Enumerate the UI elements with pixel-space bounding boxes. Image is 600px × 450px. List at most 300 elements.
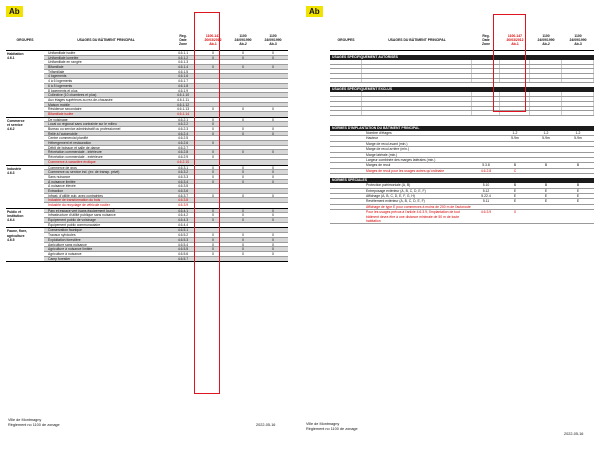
usage-ref: 4.6.3.4	[177, 179, 189, 184]
zone-value-3: B	[576, 163, 580, 168]
zone-mark-2	[228, 93, 258, 97]
zone-mark-1: X	[211, 155, 215, 159]
usage-name: Collective (10 chambres et plus)	[48, 93, 97, 97]
usage-ref: 4.6.4.3	[177, 218, 189, 222]
zone-value-3	[562, 205, 594, 209]
usage-ref: 4.6.2.8	[177, 150, 189, 155]
usage-name: Maison mobile	[48, 102, 70, 107]
col-reg: Reg. Date Zone	[481, 33, 491, 47]
zone-mark-3: X	[271, 131, 275, 136]
group-label: Habitation 4.6.1	[7, 52, 24, 61]
zone-mark-1: X	[211, 237, 215, 242]
zone-value-1	[500, 205, 530, 209]
zone-value-2: 1-2	[543, 130, 549, 135]
usage-name: 4 à 6 logements	[48, 79, 73, 83]
blank-cell	[530, 111, 562, 115]
zone-mark-2	[228, 112, 258, 117]
zone-value-3	[562, 210, 594, 223]
usage-name: Bureau ou service administratif ou professionnel	[48, 127, 121, 131]
zone-mark-3: X	[271, 208, 275, 213]
zone-value-1: E	[513, 193, 517, 198]
usage-ref: 4.6.4.2	[177, 213, 189, 218]
zone-value-1: E	[513, 199, 517, 204]
col-reg: Reg. Date Zone	[178, 33, 188, 47]
zone-mark-2: X	[241, 213, 245, 218]
zone-mark-2	[228, 203, 258, 208]
blank-cell	[530, 107, 562, 111]
zone-value-2	[530, 169, 562, 173]
usage-ref: 4.6.2.10	[176, 159, 190, 164]
usage-ref: 4.6.5.7	[177, 256, 189, 261]
norm-name: Revêtement extérieur (A, B, C, D, E, F)	[366, 199, 425, 204]
blank-cell	[562, 107, 594, 111]
norm-name: Marge de recul arrière (min.)	[366, 147, 409, 152]
usage-grid-left	[6, 30, 288, 262]
usage-name: Unifamiliale isolée	[48, 51, 76, 55]
implantation-rows	[330, 131, 594, 174]
zone-mark-3	[258, 93, 288, 97]
zone-value-2: E	[544, 188, 548, 193]
zone-value-3: 5-9m	[574, 136, 582, 141]
col-zone-1: 1100-147 20/03/2012 Ab-1	[204, 33, 222, 47]
norm-ref: 5.22.4	[481, 193, 491, 198]
usage-ref: 4.6.4.4	[177, 222, 189, 227]
blank-cell	[530, 102, 562, 106]
zone-mark-2	[228, 60, 258, 64]
zone-mark-1: X	[211, 107, 215, 111]
zone-mark-3	[258, 89, 288, 93]
grid-header-right	[330, 30, 594, 51]
zone-mark-2: X	[241, 150, 245, 155]
zone-mark-3: X	[271, 51, 275, 55]
usage-group	[6, 166, 288, 209]
zone-mark-3: X	[271, 251, 275, 256]
zone-mark-3	[258, 122, 288, 126]
blank-cell	[362, 92, 472, 96]
usage-ref: 4.6.3.9	[177, 203, 189, 207]
zone-mark-2: X	[241, 55, 245, 60]
usage-ref: 4.6.1.3	[177, 60, 189, 65]
zone-mark-3	[258, 60, 288, 64]
blank-cell	[362, 60, 472, 64]
usage-name: Unifamiliale en rangée	[48, 60, 82, 65]
blank-cell	[362, 74, 472, 78]
zone-mark-2	[228, 184, 258, 188]
blank-cell	[530, 92, 562, 96]
zone-value-2	[530, 158, 562, 162]
usage-ref: 4.6.5.6	[177, 251, 189, 256]
zone-mark-2: X	[241, 193, 245, 198]
footer-reg: Règlement no 1100 de zonage	[306, 427, 358, 431]
zone-value-2	[530, 210, 562, 223]
norm-ref: 5.3.8	[482, 163, 490, 168]
norm-name: Pour les usages prévus à l'article 4.6.3.9, l'implantation de tout bâtiment devra être à une distance minimale de 50 m de toute habitation	[366, 210, 460, 223]
norm-ref	[472, 136, 500, 140]
usage-ref: 4.6.2.2	[177, 122, 189, 126]
usage-name: 4 logements	[48, 74, 67, 79]
col-usages: USAGES DU BÂTIMENT PRINCIPAL	[388, 37, 446, 42]
usage-name: Bifamiliale	[48, 65, 64, 69]
blank-cell	[562, 74, 594, 78]
section-authorized: USAGES SPÉCIFIQUEMENT AUTORISÉS	[330, 55, 594, 60]
zone-mark-2	[228, 79, 258, 83]
usage-ref: 4.6.3.3	[177, 174, 189, 179]
norm-name: Marge de recul avant (min.)	[366, 141, 408, 146]
footer-right	[306, 422, 358, 432]
zone-mark-3	[258, 70, 288, 74]
usage-row	[44, 112, 288, 117]
zone-mark-1: X	[211, 179, 215, 184]
norm-ref: 5.12	[482, 188, 490, 193]
usage-name: 6 à 8 logements	[48, 83, 73, 88]
usage-name: Parc et espace vert (sans équipement lourd)	[48, 208, 115, 213]
usage-ref: 4.6.1.10	[176, 93, 190, 97]
usage-ref: 4.6.1.7	[177, 79, 189, 83]
zone-mark-1: X	[211, 65, 215, 69]
zone-mark-3: X	[271, 218, 275, 222]
usage-name: Équipement public communautaire	[48, 222, 101, 227]
zone-value-3: 1-2	[575, 130, 581, 135]
usage-ref: 4.6.1.14	[176, 111, 190, 116]
blank-cell	[362, 65, 472, 69]
blank-cell	[562, 102, 594, 106]
zone-value-3: E	[576, 188, 580, 193]
usage-ref: 4.6.1.1	[177, 51, 189, 55]
usage-name: Résidence secondaire	[48, 107, 82, 111]
zone-value-3	[562, 147, 594, 151]
zone-mark-2: X	[241, 131, 245, 136]
col-groupes: GROUPES	[337, 37, 355, 42]
norm-name: Marges de recul pour les usages autres qu'ordinaire	[366, 168, 445, 173]
usage-name: 8 logements et plus	[48, 88, 78, 93]
blank-row	[330, 111, 594, 116]
excluded-rows	[330, 92, 594, 115]
zone-mark-3	[258, 189, 288, 193]
zone-mark-2: X	[241, 233, 245, 237]
zone-mark-1: X	[211, 218, 215, 222]
zone-value-1: E	[513, 188, 517, 193]
blank-cell	[562, 92, 594, 96]
blank-cell	[330, 97, 362, 101]
blank-cell	[362, 79, 472, 83]
zone-mark-3	[258, 160, 288, 165]
zone-mark-2	[228, 74, 258, 78]
usage-name: Infrastructure d'utilité publique sans nuisance	[48, 213, 116, 218]
zone-mark-1: X	[211, 131, 215, 136]
usage-ref: 4.6.1.9	[177, 88, 189, 93]
footer-date-left: 2022-05-16	[256, 423, 276, 427]
norm-name: Marge latérale (min.)	[366, 152, 398, 157]
usage-row	[44, 203, 288, 208]
zone-value-1: 1-2	[512, 130, 518, 135]
usage-grid-right	[330, 30, 594, 224]
zone-mark-2	[228, 98, 258, 102]
usage-ref: 4.6.1.13	[176, 107, 190, 111]
blank-cell	[362, 69, 472, 73]
section-excluded: USAGES SPÉCIFIQUEMENT EXCLUS	[330, 87, 594, 92]
blank-cell	[530, 69, 562, 73]
zone-mark-2: X	[241, 165, 245, 170]
zone-value-1: C	[513, 168, 517, 173]
zone-mark-2: X	[241, 51, 245, 55]
zone-mark-2	[228, 122, 258, 126]
zone-mark-1: X	[211, 247, 215, 251]
usage-name: Commerce à caractère érotique	[48, 159, 96, 164]
norm-name: Largeur combinée des marges latérales (min.)	[366, 157, 436, 162]
blank-cell	[562, 97, 594, 101]
usage-name: Conservation faunique	[48, 228, 82, 233]
usage-ref: 4.6.3.7	[177, 193, 189, 198]
zone-mark-2: X	[241, 170, 245, 174]
usage-name: Industrie de transformation du bois	[48, 198, 101, 202]
zone-mark-2: X	[241, 65, 245, 69]
zone-mark-2: X	[241, 251, 245, 256]
zone-mark-3: X	[271, 65, 275, 69]
usage-name: À nuisance élevée	[48, 184, 76, 188]
col-zone-2: 1100 24/09/1990 Ab-2	[234, 33, 252, 47]
zone-value-1: B	[513, 163, 517, 168]
zone-mark-2	[228, 141, 258, 145]
usage-name: Relié à l'automobile	[48, 131, 78, 136]
zone-value-3	[562, 169, 594, 173]
zone-mark-2	[228, 155, 258, 159]
zone-mark-1: X	[211, 141, 215, 145]
norm-ref	[472, 158, 500, 162]
highlight-box-left	[194, 12, 220, 394]
usage-name: Travaux sylvicoles	[48, 233, 76, 237]
norm-ref	[472, 153, 500, 157]
zone-value-3	[562, 142, 594, 146]
norm-ref: 4.6.2.8	[480, 168, 492, 173]
usage-name: Aux étages supérieurs au rez-de-chaussée	[48, 97, 113, 102]
zone-value-2	[530, 147, 562, 151]
blank-cell	[330, 102, 362, 106]
zone-mark-3	[258, 198, 288, 202]
usage-ref: 4.6.2.3	[177, 127, 189, 131]
zone-value-1: 5-9m	[511, 136, 519, 141]
usage-ref: 4.6.1.8	[177, 83, 189, 88]
usage-ref: 4.6.2.9	[177, 155, 189, 159]
zone-mark-3: X	[271, 174, 275, 179]
blank-cell	[330, 79, 362, 83]
zone-mark-2	[228, 257, 258, 262]
zone-tag-right: Ab	[306, 6, 323, 17]
zone-mark-1: X	[211, 127, 215, 131]
zone-mark-1: X	[211, 213, 215, 218]
col-zone-3: 1100 24/09/1990 Ab-3	[569, 33, 587, 47]
blank-cell	[530, 65, 562, 69]
zone-mark-3	[258, 103, 288, 107]
zone-mark-3: X	[271, 117, 275, 122]
zone-mark-2: X	[241, 174, 245, 179]
footer-left	[8, 418, 60, 428]
blank-cell	[330, 74, 362, 78]
col-usages: USAGES DU BÂTIMENT PRINCIPAL	[77, 37, 135, 42]
zone-mark-2	[228, 146, 258, 150]
usage-ref: 4.6.2.5	[177, 136, 189, 141]
section-special: NORMES SPÉCIALES	[330, 178, 594, 183]
zone-mark-1: X	[211, 251, 215, 256]
norm-name: Marges de recul	[366, 163, 391, 168]
blank-cell	[330, 107, 362, 111]
zone-mark-3: X	[271, 179, 275, 184]
usage-name: Débit de boisson et salle de danse	[48, 145, 100, 150]
usage-name: Hébergement et restauration	[48, 141, 92, 145]
blank-cell	[562, 69, 594, 73]
zone-value-1: B	[513, 183, 517, 188]
blank-cell	[330, 92, 362, 96]
usage-group	[6, 51, 288, 118]
blank-cell	[330, 111, 362, 115]
usage-name: Commerce de gros	[48, 165, 77, 170]
highlight-box-right	[493, 14, 526, 112]
zone-mark-2: X	[241, 247, 245, 251]
right-page	[300, 0, 600, 450]
zone-value-2: E	[544, 199, 548, 204]
blank-cell	[530, 79, 562, 83]
zone-mark-3	[258, 84, 288, 88]
blank-cell	[530, 74, 562, 78]
usage-ref: 4.6.5.3	[177, 237, 189, 242]
zone-mark-3	[258, 141, 288, 145]
usage-name: Exploitation forestière	[48, 237, 81, 242]
zone-mark-3: X	[271, 55, 275, 60]
usage-group	[6, 228, 288, 262]
zone-mark-1: X	[211, 51, 215, 55]
zone-mark-3	[258, 98, 288, 102]
zone-value-1	[500, 147, 530, 151]
usage-ref: 4.6.2.7	[177, 145, 189, 150]
footer-org: Ville de Montmagny	[306, 422, 340, 426]
zone-mark-1: X	[211, 165, 215, 170]
usage-name: Agriculture à nuisance	[48, 251, 82, 256]
zone-mark-3	[258, 223, 288, 228]
zone-mark-2: X	[241, 242, 245, 247]
footer-reg: Règlement no 1100 de zonage	[8, 423, 60, 427]
zone-mark-2	[228, 160, 258, 165]
usage-ref: 4.6.2.6	[177, 141, 189, 145]
blank-cell	[530, 97, 562, 101]
zone-mark-2	[228, 84, 258, 88]
zone-value-3	[562, 153, 594, 157]
usage-name: Industrie du recyclage de véhicule routier	[48, 203, 110, 207]
norm-row	[330, 210, 594, 224]
zone-mark-3	[258, 203, 288, 208]
usage-row	[44, 223, 288, 228]
zone-mark-2: X	[241, 208, 245, 213]
usage-group	[6, 209, 288, 229]
zone-value-2: 5-9m	[542, 136, 550, 141]
col-groupes: GROUPES	[16, 37, 34, 42]
usage-name: Récréation commerciale - intérieure	[48, 150, 102, 155]
blank-cell	[530, 60, 562, 64]
col-zone-1: 1100-147 20/03/2012 Ab-1	[506, 33, 524, 47]
usage-name: Récréation commerciale - extérieure	[48, 155, 103, 159]
usage-name: À nuisance limitée	[48, 179, 76, 184]
zone-value-3	[562, 158, 594, 162]
usage-ref: 4.6.1.11	[176, 97, 189, 102]
zone-mark-2: X	[241, 237, 245, 242]
zone-mark-3: X	[271, 127, 275, 131]
usage-ref: 4.6.3.1	[177, 165, 189, 170]
usage-ref: 4.6.1.2	[177, 55, 189, 60]
zone-mark-1: X	[211, 174, 215, 179]
zone-value-2	[530, 142, 562, 146]
blank-row	[330, 79, 594, 84]
zone-mark-1: X	[211, 208, 215, 213]
usage-name: Camp forestier	[48, 256, 71, 261]
zone-value-2	[530, 205, 562, 209]
zone-mark-3	[258, 79, 288, 83]
usage-ref: 4.6.1.12	[176, 102, 190, 107]
zone-mark-3	[258, 136, 288, 140]
zone-mark-2: X	[241, 218, 245, 222]
usage-name: Commerce ou service ind. (ex: de transp. privé)	[48, 170, 120, 174]
usage-ref: 4.6.1.5	[177, 69, 189, 74]
usage-name: Équipement public de voisinage	[48, 218, 96, 222]
zone-value-2: B	[544, 163, 548, 168]
group-label: Commerce et service 4.6.2	[7, 118, 25, 132]
section-implantation: NORMES D'IMPLANTATION DU BÂTIMENT PRINCIPAL	[330, 126, 594, 131]
usage-ref: 4.6.3.6	[177, 188, 189, 193]
usage-name: Agriculture sans nuisance	[48, 242, 87, 247]
usage-name: Agriculture à nuisance limitée	[48, 247, 93, 251]
zone-mark-3	[258, 112, 288, 117]
usage-name: Trifamiliale	[48, 69, 65, 74]
zone-mark-1: X	[211, 170, 215, 174]
usage-row	[44, 160, 288, 165]
usage-name: Extraction	[48, 188, 64, 193]
zone-mark-2	[228, 228, 258, 232]
zone-mark-3: X	[271, 247, 275, 251]
usage-ref: 4.6.3.2	[177, 170, 189, 174]
usage-name: Centre commercial planifié	[48, 136, 89, 141]
norm-ref	[472, 205, 500, 209]
zone-value-1: X	[513, 210, 517, 215]
col-zone-3: 1100 24/09/1990 Ab-3	[264, 33, 282, 47]
zone-value-3: E	[576, 193, 580, 198]
authorized-rows	[330, 60, 594, 83]
zone-mark-2	[228, 223, 258, 228]
norm-name: Nombre d'étages	[366, 130, 392, 135]
norm-name: Affichage de type E pour commerces à moins de 200 m de l'autoroute	[366, 204, 471, 209]
norm-ref: 5.11	[482, 199, 490, 204]
norm-ref	[472, 131, 500, 135]
usage-ref: 4.6.3.8	[177, 198, 189, 202]
zone-mark-3	[258, 184, 288, 188]
zone-mark-3: X	[271, 242, 275, 247]
usage-name: Unifamiliale jumelée	[48, 55, 79, 60]
zone-mark-3: X	[271, 170, 275, 174]
usage-row	[44, 257, 288, 262]
usage-ref: 4.6.5.1	[177, 228, 189, 233]
zone-mark-3: X	[271, 233, 275, 237]
usage-name: Sans nuisance	[48, 174, 71, 179]
zone-mark-3: X	[271, 165, 275, 170]
usage-name: Infrast. d'utilité pub. avec contraintes	[48, 193, 103, 198]
zone-mark-2	[228, 198, 258, 202]
norm-name: Entreposage extérieur (A, B, C, D, E, F)	[366, 188, 426, 193]
usage-ref: 4.6.1.4	[177, 65, 189, 69]
zone-mark-2	[228, 89, 258, 93]
zone-mark-2	[228, 103, 258, 107]
zone-mark-3: X	[271, 237, 275, 242]
col-zone-2: 1100 24/09/1990 Ab-2	[537, 33, 555, 47]
usage-name: Bifamiliale isolée	[48, 111, 74, 116]
usage-ref: 4.6.1.6	[177, 74, 189, 79]
zone-mark-2	[228, 70, 258, 74]
blank-cell	[330, 69, 362, 73]
